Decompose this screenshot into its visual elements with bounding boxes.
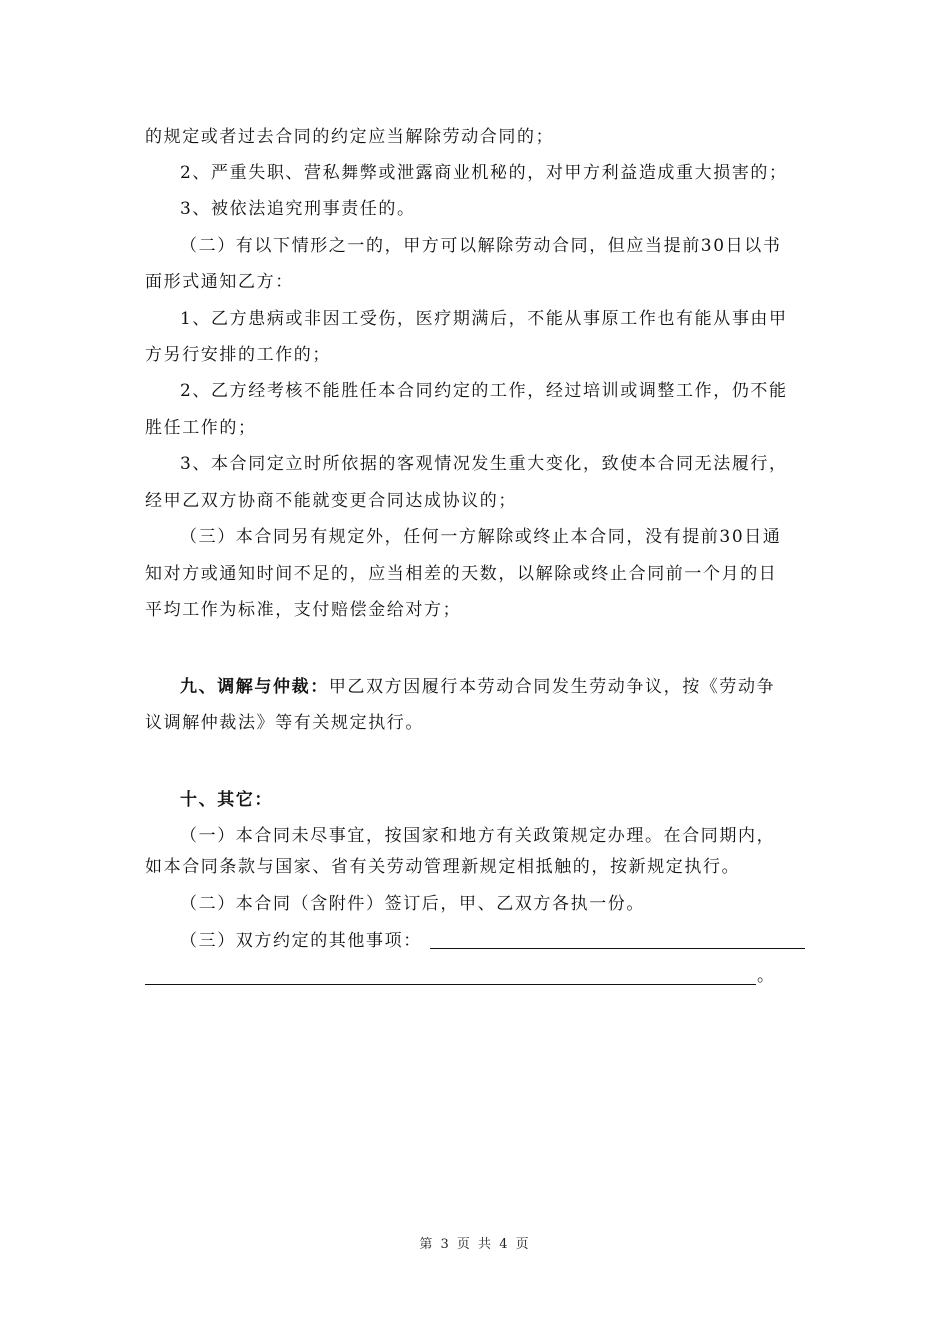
paragraph-line: （二）有以下情形之一的，甲方可以解除劳动合同，但应当提前30日以书: [180, 236, 782, 256]
paragraph-line: 的规定或者过去合同的约定应当解除劳动合同的；: [145, 127, 555, 147]
section-10-heading: 十、其它：: [180, 790, 273, 810]
paragraph-line: 平均工作为标准，支付赔偿金给对方；: [145, 600, 462, 620]
section-10-line: （一）本合同未尽事宜，按国家和地方有关政策规定办理。在合同期内，: [180, 826, 776, 846]
section-10-line: （二）本合同（含附件）签订后，甲、乙双方各执一份。: [180, 894, 645, 914]
section-10-line: （三）双方约定的其他事项：: [180, 931, 422, 951]
paragraph-line: 胜任工作的；: [145, 418, 257, 438]
paragraph-line: 经甲乙双方协商不能就变更合同达成协议的；: [145, 491, 517, 511]
page-footer: 第 3 页 共 4 页: [419, 1237, 531, 1252]
end-mark: 。: [757, 966, 776, 986]
section-9-text: 甲乙双方因履行本劳动合同发生劳动争议，按《劳动争: [328, 677, 776, 697]
paragraph-line: 方另行安排的工作的；: [145, 345, 331, 365]
section-9-heading: 九、调解与仲裁：: [180, 677, 329, 697]
fill-in-blank-line: [430, 948, 805, 949]
paragraph-line: 2、严重失职、营私舞弊或泄露商业机秘的，对甲方利益造成重大损害的；: [180, 163, 788, 183]
paragraph-line: 3、被依法追究刑事责任的。: [180, 199, 416, 219]
paragraph-line: 知对方或通知时间不足的，应当相差的天数，以解除或终止合同前一个月的日: [145, 564, 778, 584]
fill-in-blank-line: [145, 984, 756, 985]
paragraph-line: 1、乙方患病或非因工受伤，医疗期满后，不能从事原工作也有能从事由甲: [180, 309, 788, 329]
paragraph-line: 3、本合同定立时所依据的客观情况发生重大变化，致使本合同无法履行，: [180, 454, 788, 474]
paragraph-line: （三）本合同另有规定外，任何一方解除或终止本合同，没有提前30日通: [180, 527, 782, 547]
section-10-line: 如本合同条款与国家、省有关劳动管理新规定相抵触的，按新规定执行。: [145, 857, 741, 877]
section-9-text-continued: 议调解仲裁法》等有关规定执行。: [145, 713, 424, 733]
section-9-line: [180, 677, 775, 697]
paragraph-line: 2、乙方经考核不能胜任本合同约定的工作，经过培训或调整工作，仍不能: [180, 381, 788, 401]
paragraph-line: 面形式通知乙方：: [145, 272, 294, 292]
